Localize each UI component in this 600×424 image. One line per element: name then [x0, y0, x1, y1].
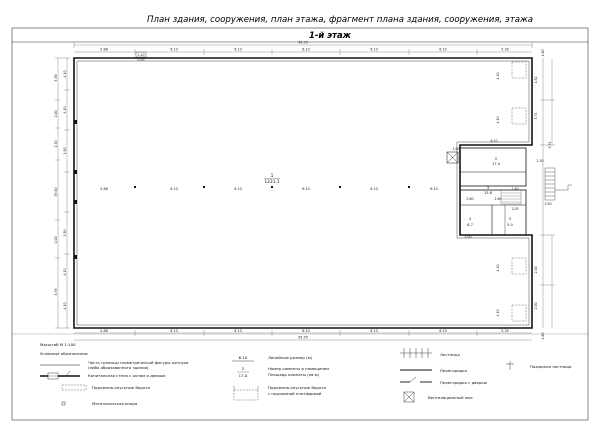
top-dim-3: 6.10 [234, 47, 242, 52]
room-4-area: 8.7 [467, 223, 473, 227]
left-outer-2: 2.00 [54, 110, 58, 118]
right-dimension-chain [540, 58, 555, 328]
left-outer-3: 1.50 [54, 140, 58, 148]
top-dim-7: 5.39 [501, 47, 509, 52]
right-outer-7: 1.60 [541, 332, 545, 340]
fire-ladder [545, 168, 572, 200]
left-inner-6: 4.10 [63, 302, 67, 310]
legend-item-wall: Капитальная стена с окном и дверью [88, 373, 166, 378]
top-dim-6: 6.10 [439, 47, 447, 52]
room-5-number: 5 [508, 217, 512, 221]
top-dim-2: 6.10 [170, 47, 178, 52]
legend-sample-room-number: 2 [241, 366, 245, 371]
bottom-total-dimension: 45.55 [298, 335, 308, 340]
floor-title: 1-й этаж [309, 30, 351, 40]
room-3-area: 15.8 [483, 191, 493, 195]
room-3-number: 3 [486, 186, 490, 190]
bottom-dim-7: 5.39 [501, 329, 509, 333]
mid-dim-3: 6.10 [302, 187, 310, 191]
mid-dim-5: 6.10 [430, 187, 438, 191]
left-total: 39.80 [54, 187, 58, 197]
legend-vent-symbol [404, 392, 414, 402]
bottom-dim-3: 6.10 [234, 329, 242, 333]
legend-sample-room-area: 17.0 [238, 373, 248, 378]
left-inner-1: 4.10 [63, 70, 67, 78]
bottom-dim-2: 6.10 [170, 329, 178, 333]
legend-pillar-symbol [62, 402, 65, 405]
annex-dim-7: 2.60 [494, 197, 502, 201]
legend-item-fire-ladder: Пожарная лестница [530, 364, 572, 369]
right-outer-5: 2.00 [534, 266, 538, 274]
right-inner-1: 4.10 [496, 72, 500, 80]
right-inner-3: 4.10 [496, 264, 500, 272]
legend-item-partition-door: Перегородка с дверью [440, 380, 487, 385]
legend-item-platform-gate: Подъемно-опускные Ворота [268, 385, 326, 390]
annex-dim-1: 6.10 [490, 139, 498, 143]
room-5-area: 5.0 [507, 223, 513, 227]
legend-wall-symbol [40, 371, 80, 379]
top-dim-1: 5.88 [100, 47, 108, 52]
legend-stairs-symbol [400, 348, 432, 358]
right-outer-1: 1.60 [541, 49, 545, 57]
top-dim-4: 6.10 [302, 47, 310, 52]
legend-item-contour-sub: (либо образованного здания) [88, 365, 149, 370]
annex-dim-2: 1.60 [452, 147, 460, 151]
bottom-dim-4: 6.10 [302, 329, 310, 333]
bottom-dim-1: 5.88 [100, 329, 108, 333]
mid-dim-4: 6.10 [370, 187, 378, 191]
legend-fire-ladder-symbol [506, 361, 514, 370]
mid-dim-1: 6.10 [170, 187, 178, 191]
legend-item-gate: Подъемно-опускные Ворота [92, 385, 150, 390]
legend-platform-gate-symbol [234, 386, 258, 400]
left-outer-1: 5.39 [54, 74, 58, 82]
left-inner-4: 1.90 [63, 229, 67, 237]
annex-dim-6: 2.60 [466, 197, 474, 201]
legend-sample-dim: 6.10 [238, 355, 248, 360]
annex-staircase [501, 190, 521, 204]
room-2-number: 2 [494, 157, 498, 161]
support-columns [74, 120, 410, 259]
right-outer-6: 2.00 [534, 302, 538, 310]
top-total-dimension: 45.55 [298, 40, 308, 45]
annex-dim-9: 2.00 [464, 235, 472, 239]
legend-item-partition: Перегородка [440, 368, 467, 373]
legend-heading: Условные обозначения: [40, 351, 89, 356]
legend-item-contour: Часть границы геометрической фигуры контура [88, 360, 189, 365]
annex-dim-5: 1.40 [511, 187, 519, 191]
room-4-number: 4 [468, 217, 472, 221]
legend-item-stairs: Лестница [440, 352, 460, 357]
legend-item-dimension: Линейные размер (м) [268, 355, 313, 360]
left-inner-5: 4.10 [63, 268, 67, 276]
legend-gate-symbol [62, 385, 86, 390]
legend-item-platform-gate-sub: с подъемной платформой [268, 391, 322, 396]
right-outer-3: 3.74 [534, 112, 538, 120]
room-1-number: 1 [270, 174, 274, 179]
annex-dim-3: 2.30 [536, 159, 544, 163]
right-outer-4: 3.74 [548, 141, 552, 149]
mid-dim-2: 6.10 [234, 187, 242, 191]
right-outer-2: 1.82 [534, 76, 538, 84]
left-outer-4: 2.00 [54, 236, 58, 244]
annex-dim-8: 2.05 [511, 207, 519, 211]
room-1-area: 1231.1 [264, 180, 280, 185]
annex-dim-4: 3.50 [544, 202, 552, 206]
building-walls [74, 58, 532, 328]
legend-item-pillar: Металлическая опора [92, 401, 138, 406]
top-dim-5: 6.10 [370, 47, 378, 52]
mid-dim-0: 5.88 [100, 187, 108, 191]
legend-partition-door-symbol [400, 377, 432, 382]
legend-scale: Масштаб М 1:100 [40, 342, 76, 347]
bottom-dim-5: 6.10 [370, 329, 378, 333]
room-2-area: 17.0 [491, 162, 501, 166]
right-inner-2: 4.10 [496, 116, 500, 124]
left-inner-2: 4.10 [63, 106, 67, 114]
legend-item-vent: Вентиляционный люк [428, 395, 473, 400]
sheet-title: План здания, сооружения, план этажа, фрагмент плана здания, сооружения, этажа [147, 15, 533, 25]
left-inner-3: 1.90 [63, 147, 67, 155]
overhead-gates [512, 62, 526, 321]
legend-item-room-number: Номер комнаты в помещении [268, 366, 329, 371]
bottom-dim-6: 6.10 [439, 329, 447, 333]
top-door-dim: 2.10 [137, 53, 145, 57]
top-door-sub-dim: 0.95 [137, 57, 145, 62]
legend-item-room-area: Площадь комнаты (кв.м) [268, 372, 320, 377]
left-outer-5: 5.39 [54, 288, 58, 296]
right-inner-4: 4.10 [496, 309, 500, 317]
